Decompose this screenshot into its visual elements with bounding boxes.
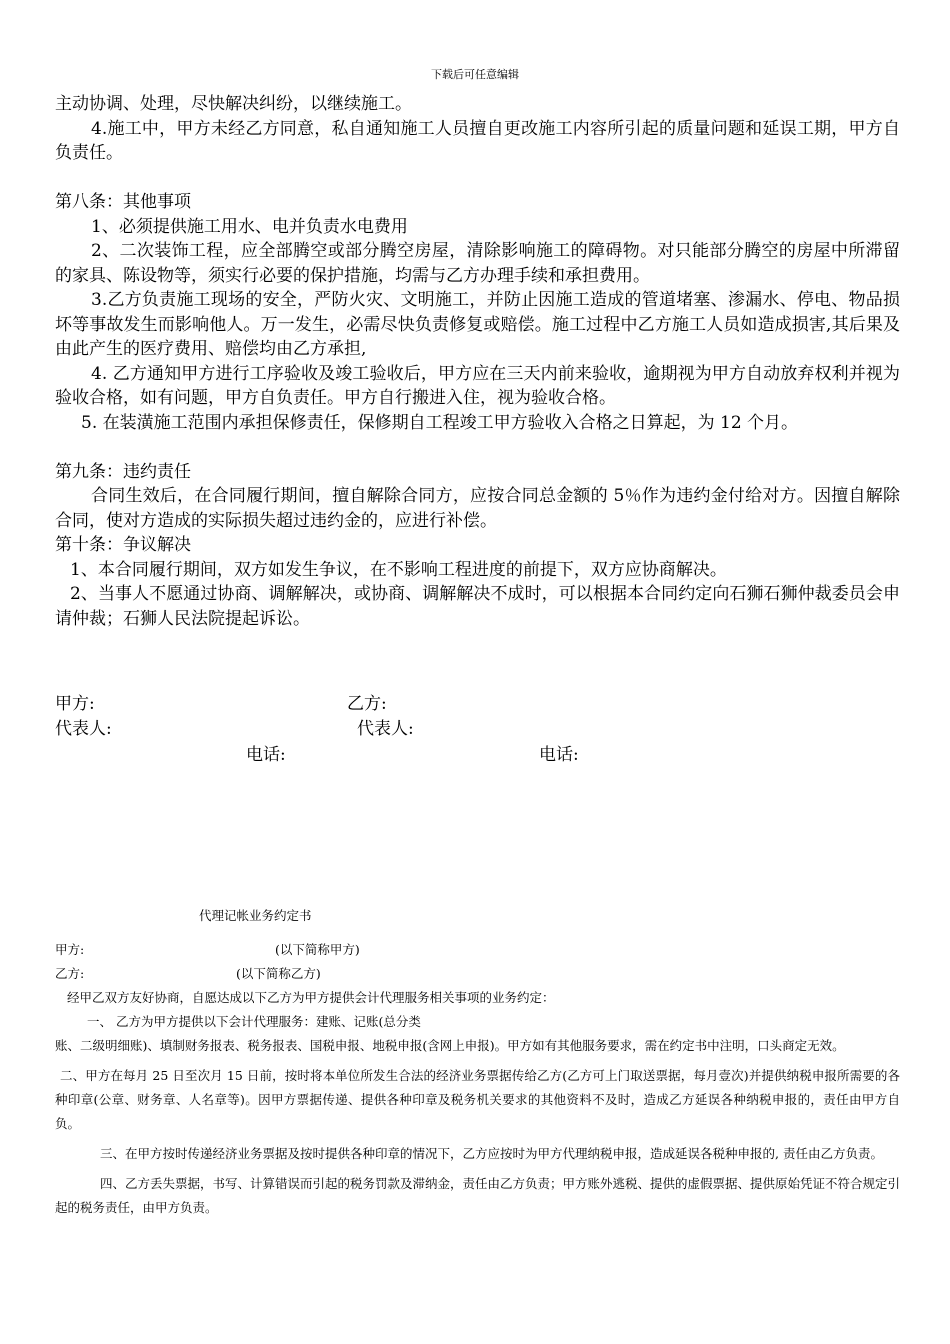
agreement-party-b-label: 乙方: [55,966,85,981]
agreement-party-b-note: (以下简称乙方) [236,966,321,981]
section10-item-1: 1、本合同履行期间，双方如发生争议，在不影响工程进度的前提下，双方应协商解决。 [70,559,727,580]
contract-body [55,92,900,631]
clause-3: 三、在甲方按时传递经济业务票据及按时提供各种印章的情况下，乙方应按时为甲方代理纳税申报，造成延误各税种申报的, 责任由乙方负责。 [100,1146,883,1161]
party-b-phone: 电话: [539,745,579,765]
section10-heading: 第十条：争议解决 [55,535,191,555]
section7-item-4: 4.施工中，甲方未经乙方同意，私自通知施工人员擅自更改施工内容所引起的质量问题和延误工期，甲方自负责任。 [55,118,900,163]
header-note: 下载后可任意编辑 [431,68,519,81]
clause-1-body: 账、二级明细账)、填制财务报表、税务报表、国税申报、地税申报(含网上申报)。甲方如有其他服务要求，需在约定书中注明，口头商定无效。 [55,1038,845,1053]
section8-item-3: 3.乙方负责施工现场的安全，严防火灾、文明施工，并防止因施工造成的管道堵塞、渗漏水、停电、物品损坏等事故发生而影响他人。万一发生，必需尽快负责修复或赔偿。施工过程中乙方施工人员如造成损害,其后果及由此产生的医疗费用、赔偿均由乙方承担, [55,290,900,359]
party-a-representative: 代表人: [55,719,112,739]
section8-item-1: 1、必须提供施工用水、电并负责水电费用 [91,216,408,237]
agreement-title: 代理记帐业务约定书 [199,908,312,923]
clause-2: 二、甲方在每月 25 日至次月 15 日前，按时将本单位所发生合法的经济业务票据传给乙方(乙方可上门取送票据，每月壹次)并提供纳税申报所需要的各种印章(公章、财务章、人名章等)。因甲方票据传递、提供各种印章及税务机关要求的其他资料不及时，造成乙方延误各种纳税申报的，责任由甲方自负。 [55,1068,900,1131]
clause-4: 四、乙方丢失票据，书写、计算错误而引起的税务罚款及滞纳金，责任由乙方负责；甲方账外逃税、提供的虚假票据、提供原始凭证不符合规定引起的税务责任，由甲方负责。 [55,1176,901,1215]
agreement-body [55,938,900,1220]
section8-item-4: 4. 乙方通知甲方进行工序验收及竣工验收后，甲方应在三天内前来验收，逾期视为甲方自动放弃权利并视为验收合格，如有问题，甲方自负责任。甲方自行搬进入住，视为验收合格。 [55,363,900,408]
section9-text: 合同生效后，在合同履行期间，擅自解除合同方，应按合同总金额的 5％作为违约金付给对方。因擅自解除合同，使对方造成的实际损失超过违约金的，应进行补偿。 [55,486,900,531]
section7-continuation: 主动协调、处理，尽快解决纠纷，以继续施工。 [55,94,412,114]
section8-item-2: 2、二次装饰工程，应全部腾空或部分腾空房屋，清除影响施工的障碍物。对只能部分腾空的房屋中所滞留的家具、陈设物等，须实行必要的保护措施，均需与乙方办理手续和承担费用。 [55,241,900,286]
party-b-row [55,962,900,986]
agreement-intro: 经甲乙双方友好协商，自愿达成以下乙方为甲方提供会计代理服务相关事项的业务约定： [67,990,555,1005]
party-a-label: 甲方: [55,694,95,714]
clause-1-head: 一、 乙方为甲方提供以下会计代理服务：建账、记账(总分类 [87,1014,421,1029]
section8-heading: 第八条：其他事项 [55,192,191,212]
party-a-phone: 电话: [246,745,286,765]
section8-item-5: 5. 在装潢施工范围内承担保修责任，保修期自工程竣工甲方验收入合格之日算起，为 12 个月。 [81,412,799,433]
agreement-party-a-note: (以下简称甲方) [275,942,360,957]
party-b-representative: 代表人: [357,719,414,739]
party-a-row [55,938,900,962]
agreement-party-a-label: 甲方: [55,942,85,957]
party-b-label: 乙方: [347,694,387,714]
section10-item-2: 2、当事人不愿通过协商、调解解决，或协商、调解解决不成时，可以根据本合同约定向石狮石狮仲裁委员会申请仲裁；石狮人民法院提起诉讼。 [55,584,900,629]
section9-heading: 第九条：违约责任 [55,461,191,482]
